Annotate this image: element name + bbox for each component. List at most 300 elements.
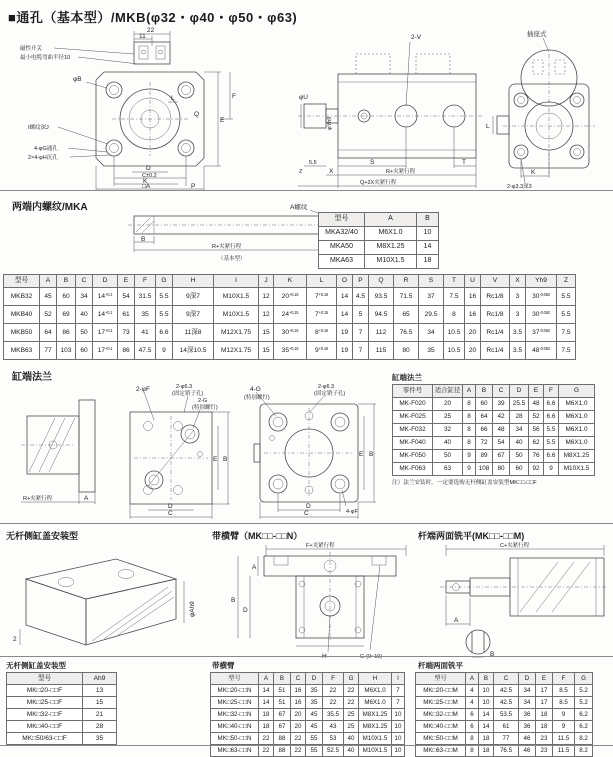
table-header-cell: 型号 [7, 673, 83, 685]
table-cell: 40 [510, 437, 529, 450]
label-through-holes: 4-φG通孔 [34, 146, 58, 152]
table-header-row [211, 673, 405, 685]
table-cell: 14 [479, 709, 494, 721]
table-cell: 8 [466, 733, 479, 745]
table-row [416, 709, 593, 721]
table-header-cell: S [419, 275, 444, 288]
table-header-cell: G [575, 673, 593, 685]
dim-s: S [370, 159, 375, 166]
headless-section-title: 无杆侧缸盖安装型 [6, 531, 79, 541]
table-cell: 34 [419, 324, 444, 342]
table-cell: 11.5 [553, 733, 575, 745]
label-phi-b: φB [73, 76, 82, 83]
flange-table-title: 缸端法兰 [392, 373, 422, 382]
table-cell: 77 [40, 342, 57, 360]
table-cell: $14^{+0.1}$ [93, 288, 118, 306]
table-header-cell: I [214, 275, 259, 288]
milled-table-title: 杆端两面铣平 [418, 661, 463, 670]
table-cell: 5.2 [575, 697, 593, 709]
flange-4bolt-geometry [254, 392, 376, 519]
table-cell: 67 [274, 709, 291, 721]
table-cell: 10 [392, 745, 405, 757]
drawing-flange-side [15, 392, 115, 519]
label-phi-yh9: φYh9 [327, 116, 333, 130]
arm-table-title: 带横臂 [212, 661, 235, 670]
table-cell: 66 [476, 424, 493, 437]
table-cell: 5.2 [575, 685, 593, 697]
table-cell: 8 [463, 424, 476, 437]
table-cell: 93.5 [369, 288, 394, 306]
table-cell: 86 [57, 324, 76, 342]
table-cell: 40 [344, 733, 359, 745]
table-cell: 73 [118, 324, 135, 342]
table-cell: 40 [344, 745, 359, 757]
table-header-cell: F [553, 673, 575, 685]
table-cell: 32 [433, 424, 463, 437]
table-cell: M8X1.25 [559, 450, 595, 463]
table-cell: $14^{+0.1}$ [93, 306, 118, 324]
table-cell: 19 [337, 324, 353, 342]
table-cell: 16 [465, 288, 481, 306]
table-cell: M8X1.25 [359, 721, 392, 733]
table-cell: 11深8 [173, 324, 214, 342]
row-model-cell: MKA32/40 [319, 227, 365, 241]
table-cell: 56 [529, 424, 544, 437]
table-cell: 10 [417, 227, 439, 241]
dim-5-5: 5.5 [309, 160, 317, 166]
dim-k: K [531, 169, 536, 176]
table-cell: 10 [479, 697, 494, 709]
table-header-cell: F [135, 275, 156, 288]
table-cell: 3 [510, 306, 526, 324]
table-cell: 15 [83, 697, 117, 709]
table-cell: $17^{+0.1}$ [93, 342, 118, 360]
table-cell: M8X1.25 [359, 709, 392, 721]
table-cell: 6.2 [575, 709, 593, 721]
front-view-geometry [54, 31, 233, 191]
table-header-cell: Z [557, 275, 576, 288]
label-4-phi-f: 4-φF [346, 509, 358, 515]
table-row [7, 697, 117, 709]
table-cell: M6X1.0 [359, 685, 392, 697]
table-cell: 92 [529, 463, 544, 476]
table-cell: $24^{+0.15}$ [274, 306, 307, 324]
table-cell: 42.5 [494, 697, 519, 709]
label-2-g: 2-G [198, 398, 208, 404]
table-cell: 9 [553, 709, 575, 721]
table-cell: 9 [463, 450, 476, 463]
table-cell: 55 [306, 733, 323, 745]
table-header-cell: D [510, 385, 529, 398]
table-header-cell: D [519, 673, 536, 685]
table-header-cell: C [76, 275, 93, 288]
label-stroke-r: R+夹紧行程 [386, 169, 416, 175]
label-stroke-f: F+夹紧行程 [306, 543, 335, 549]
dim-c: C±0.2 [142, 173, 157, 179]
table-header-cell: G [156, 275, 173, 288]
table-cell: 34 [519, 685, 536, 697]
table-cell: $35^{+0.15}$ [274, 342, 307, 360]
table-row [4, 306, 576, 324]
table-cell: 22 [259, 745, 274, 757]
row-model-cell: MK□40-□□M [416, 721, 466, 733]
table-cell: 80 [493, 463, 510, 476]
table-cell: 62 [529, 437, 544, 450]
mka-section-title: 两端内螺纹/MKA [12, 202, 88, 213]
table-cell: 13 [83, 685, 117, 697]
table-cell: 10 [392, 721, 405, 733]
dim-g-range: G-(0~10) [360, 654, 383, 660]
table-cell: 52.5 [323, 745, 344, 757]
table-row [211, 721, 405, 733]
row-model-cell: MK□50/63-□□F [7, 733, 83, 745]
table-row [416, 697, 593, 709]
table-header-row [319, 213, 439, 227]
label-ports-2v: 2-V [411, 34, 422, 41]
label-stroke-c: C+夹紧行程 [500, 543, 530, 549]
row-model-cell: MK□32-□□N [211, 709, 259, 721]
rear-view-geometry [493, 38, 595, 183]
table-cell: 35 [83, 733, 117, 745]
label-4-g: 4-G [250, 386, 261, 393]
table-cell: 14 [479, 721, 494, 733]
table-cell: 5.5 [156, 306, 173, 324]
table-cell: 20 [465, 342, 481, 360]
label-base-type: （基本型） [218, 256, 246, 262]
label-stroke-r: R+夹紧行程 [212, 244, 242, 250]
table-row [393, 424, 595, 437]
table-row [211, 745, 405, 757]
label-magnetic-switch: 磁性开关 [20, 46, 43, 52]
milled-section-title: 杆端两面铣平(MK□□-□□M) [418, 531, 525, 541]
table-cell: 4.5 [353, 288, 369, 306]
table-header-cell: 型号 [211, 673, 259, 685]
table-cell: 72 [476, 437, 493, 450]
table-cell: 60 [57, 288, 76, 306]
table-cell: 39 [493, 398, 510, 411]
table-cell: 8.5 [553, 697, 575, 709]
table-cell: 15 [259, 342, 274, 360]
dim-k: K [143, 178, 148, 185]
label-2-g-note: (特别螺钉) [192, 405, 218, 411]
table-cell: 88 [274, 745, 291, 757]
table-row [319, 227, 439, 241]
table-cell: $30^{-0.062}$ [526, 288, 557, 306]
table-cell: 20 [433, 398, 463, 411]
table-header-cell: 零件号 [393, 385, 433, 398]
table-header-row [416, 673, 593, 685]
table-header-cell: H [173, 275, 214, 288]
table-header-cell: A [466, 673, 479, 685]
table-cell: 35 [135, 306, 156, 324]
table-cell: 64 [40, 324, 57, 342]
row-model-cell: MK□40-□□N [211, 721, 259, 733]
table-cell: M10X1.5 [359, 733, 392, 745]
label-phi-u: φU [299, 94, 308, 101]
table-header-cell: A [463, 385, 476, 398]
table-row [4, 324, 576, 342]
table-cell: 14深10.5 [173, 342, 214, 360]
table-cell: 5.5 [544, 424, 559, 437]
table-cell: 6.6 [544, 450, 559, 463]
table-cell: 8 [466, 745, 479, 757]
table-header-cell: G [344, 673, 359, 685]
table-cell: 40 [433, 437, 463, 450]
table-cell: 22 [323, 697, 344, 709]
table-cell: 69 [57, 306, 76, 324]
table-cell: 7.5 [557, 342, 576, 360]
dim-a: A [252, 564, 257, 571]
table-cell: 31.5 [135, 288, 156, 306]
row-model-cell: MK-F025 [393, 411, 433, 424]
table-cell: 10.5 [444, 324, 465, 342]
table-row [416, 685, 593, 697]
table-cell: 50 [76, 324, 93, 342]
table-cell: 7 [353, 324, 369, 342]
flange-section-title: 缸端法兰 [12, 372, 52, 383]
table-cell: 18 [479, 733, 494, 745]
table-header-cell: U [465, 275, 481, 288]
table-header-row [7, 673, 117, 685]
label-stroke-r: R+夹紧行程 [23, 496, 53, 502]
table-header-cell: E [536, 673, 553, 685]
divider [0, 656, 613, 657]
drawing-front-view [18, 26, 286, 193]
table-header-cell: C [291, 673, 306, 685]
table-header-cell: E [118, 275, 135, 288]
label-socket-type: 插座式 [527, 31, 547, 38]
dim-2: 2 [13, 636, 17, 643]
table-cell: 76.5 [494, 745, 519, 757]
label-a-thread: A螺纹 [290, 204, 308, 211]
table-cell: 18 [417, 255, 439, 269]
dim-e: E [213, 456, 218, 463]
table-cell: $9^{+0.15}$ [307, 342, 337, 360]
table-cell: 35 [306, 697, 323, 709]
table-cell: 61 [118, 306, 135, 324]
table-row [7, 709, 117, 721]
table-header-cell: B [479, 673, 494, 685]
table-cell: 22 [291, 745, 306, 757]
table-cell: 7 [392, 697, 405, 709]
table-cell: 18 [259, 721, 274, 733]
table-header-cell: F [544, 385, 559, 398]
table-cell: 60 [510, 463, 529, 476]
row-model-cell: MK□63-□□M [416, 745, 466, 757]
table-header-cell: 型号 [4, 275, 40, 288]
label-pin-holes-note: (固定销子孔) [314, 391, 346, 397]
dim-c: C [168, 510, 173, 517]
dim-e: E [359, 451, 364, 458]
table-cell: 10.5 [444, 342, 465, 360]
drawing-rear-view [485, 26, 610, 196]
table-cell: 14 [259, 685, 274, 697]
table-row [4, 288, 576, 306]
table-cell: M12X1.75 [214, 342, 259, 360]
table-cell: 22 [344, 697, 359, 709]
dim-d: D [146, 165, 151, 172]
table-cell: 18 [259, 709, 274, 721]
label-4-g-note: (特别螺钉) [244, 395, 270, 401]
label-stroke-q: Q+2X夹紧行程 [360, 180, 397, 186]
table-cell: $7^{+0.15}$ [307, 288, 337, 306]
dim-b: B [231, 597, 236, 604]
flange-side-geometry [21, 400, 95, 504]
table-cell: $17^{+0.1}$ [93, 324, 118, 342]
table-header-cell: O [337, 275, 353, 288]
table-cell: $8^{+0.15}$ [307, 324, 337, 342]
table-row [393, 463, 595, 476]
table-cell: $7^{+0.15}$ [307, 306, 337, 324]
table-header-cell: H [359, 673, 392, 685]
table-cell: 18 [536, 721, 553, 733]
dim-d: D [243, 607, 248, 614]
table-row [211, 685, 405, 697]
table-cell: 22 [323, 685, 344, 697]
table-cell: $20^{+0.15}$ [274, 288, 307, 306]
table-cell: 51 [274, 697, 291, 709]
table-cell: $48^{-0.062}$ [526, 342, 557, 360]
row-model-cell: MKB32 [4, 288, 40, 306]
table-cell: Rc1/8 [481, 306, 510, 324]
table-cell: 22 [291, 733, 306, 745]
table-cell: 108 [476, 463, 493, 476]
table-cell: 51 [274, 685, 291, 697]
table-cell: Rc1/4 [481, 324, 510, 342]
table-header-cell: D [306, 673, 323, 685]
table-row [4, 342, 576, 360]
dim-c: C [304, 510, 309, 517]
dim-a: A [454, 617, 459, 624]
table-cell: 20 [291, 721, 306, 733]
dim-z: Z [299, 169, 303, 175]
table-header-cell: A [40, 275, 57, 288]
label-pin-holes: 2-φ6.3 [176, 384, 193, 390]
table-cell: 94.5 [369, 306, 394, 324]
table-cell: 16 [291, 685, 306, 697]
table-cell: 42.5 [494, 685, 519, 697]
table-cell: 46 [519, 745, 536, 757]
table-header-cell: Q [369, 275, 394, 288]
table-cell: 18 [536, 709, 553, 721]
table-cell: 5.5 [557, 306, 576, 324]
dim-q: Q [194, 111, 200, 118]
table-row [393, 450, 595, 463]
dim-b: B [490, 651, 495, 658]
table-header-cell: L [307, 275, 337, 288]
table-cell: 112 [369, 324, 394, 342]
row-model-cell: MK□20-□□F [7, 685, 83, 697]
table-cell: 7.5 [444, 288, 465, 306]
dim-22: 22 [147, 27, 155, 34]
table-header-cell: A [365, 213, 417, 227]
dim-f: F [232, 93, 236, 100]
table-header-cell: F [323, 673, 344, 685]
table-header-cell: C [494, 673, 519, 685]
table-cell: 7.5 [557, 324, 576, 342]
table-cell: 28 [83, 721, 117, 733]
table-cell: 35 [419, 342, 444, 360]
dim-11: 11 [139, 33, 146, 40]
table-row [211, 709, 405, 721]
table-cell: 6 [466, 709, 479, 721]
table-header-cell: T [444, 275, 465, 288]
table-header-cell: B [476, 385, 493, 398]
table-cell: 25 [344, 709, 359, 721]
main-dimension-table [3, 274, 576, 360]
table-cell: 35 [306, 685, 323, 697]
table-cell: M6X1.0 [559, 424, 595, 437]
row-model-cell: MKB63 [4, 342, 40, 360]
label-2-phi-f: 2-φF [136, 386, 150, 393]
table-cell: 23 [536, 745, 553, 757]
table-cell: 9 [156, 342, 173, 360]
table-cell: 48 [493, 424, 510, 437]
table-header-cell: J [259, 275, 274, 288]
table-cell: 25 [433, 411, 463, 424]
label-pin-holes: 2-φ6.3 [318, 384, 335, 390]
divider [0, 190, 613, 191]
dim-t: T [462, 159, 466, 166]
table-row [7, 733, 117, 745]
table-cell: 76 [529, 450, 544, 463]
table-row [416, 721, 593, 733]
table-cell: 71.5 [394, 288, 419, 306]
table-cell: 40 [76, 306, 93, 324]
table-cell: 29.5 [419, 306, 444, 324]
flange-table [392, 384, 595, 476]
dim-h: H [322, 653, 327, 660]
dim-x: X [329, 168, 334, 175]
table-cell: 64 [476, 411, 493, 424]
label-cable-radius: 最小电缆弯曲半径10 [20, 55, 71, 61]
table-header-cell: D [93, 275, 118, 288]
table-cell: 20 [291, 709, 306, 721]
table-cell: 34 [510, 424, 529, 437]
table-header-cell: A [259, 673, 274, 685]
table-row [319, 241, 439, 255]
table-cell: 47.5 [135, 342, 156, 360]
label-counterbores: 2×4-φH沉孔 [28, 155, 58, 161]
table-cell: M6X1.0 [559, 437, 595, 450]
table-header-cell: P [353, 275, 369, 288]
table-cell: 88 [274, 733, 291, 745]
row-model-cell: MKA50 [319, 241, 365, 255]
table-cell: 53 [323, 733, 344, 745]
table-header-cell: I [392, 673, 405, 685]
table-cell: 5.5 [544, 437, 559, 450]
table-cell: 50 [433, 450, 463, 463]
table-cell: 45 [40, 288, 57, 306]
table-cell: 10 [479, 685, 494, 697]
table-cell: 48 [529, 398, 544, 411]
table-cell: 14 [337, 288, 353, 306]
dim-p: P [191, 183, 196, 190]
divider [0, 745, 613, 746]
table-cell: 28 [510, 411, 529, 424]
table-row [7, 721, 117, 733]
table-cell: 4 [466, 685, 479, 697]
table-cell: 18 [479, 745, 494, 757]
dim-b: B [223, 456, 228, 463]
table-row [211, 697, 405, 709]
label-pin-holes-note: (固定销子孔) [172, 391, 204, 397]
headless-table [6, 672, 117, 745]
row-model-cell: MK-F020 [393, 398, 433, 411]
table-cell: 37 [419, 288, 444, 306]
table-cell: 8 [463, 398, 476, 411]
dim-d: D [168, 503, 173, 510]
